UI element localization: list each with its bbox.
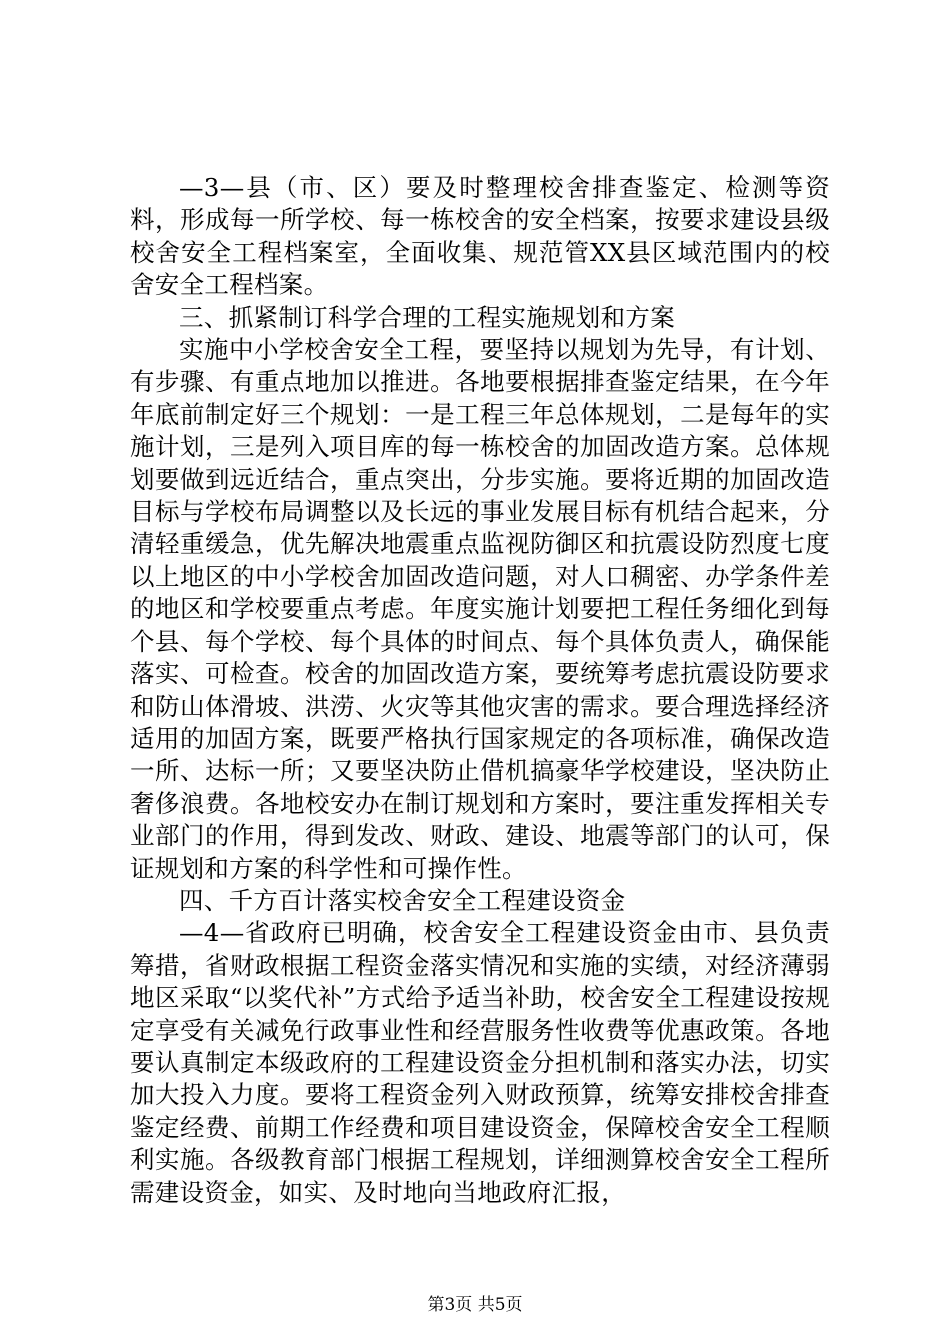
paragraph-planning: 实施中小学校舍安全工程，要坚持以规划为先导，有计划、有步骤、有重点地加以推进。各地要根据排查鉴定结果，在今年年底前制定好三个规划：一是工程三年总体规划，二是每年的实施计划，三是列入项目库的每一栋校舍的加固改造方案。总体规划要做到远近结合，重点突出，分步实施。要将近期的加固改造目标与学校布局调整以及长远的事业发展目标有机结合起来，分清轻重缓急，优先解决地震重点监视防御区和抗震设防烈度七度以上地区的中小学校舍加固改造问题，对人口稠密、办学条件差的地区和学校要重点考虑。年度实施计划要把工程任务细化到每个县、每个学校、每个具体的时间点、每个具体负责人，确保能落实、可检查。校舍的加固改造方案，要统筹考虑抗震设防要求和防山体滑坡、洪涝、火灾等其他灾害的需求。要合理选择经济适用的加固方案，既要严格执行国家规定的各项标准，确保改造一所、达标一所；又要坚决防止借机搞豪华学校建设，坚决防止奢侈浪费。各地校安办在制订规划和方案时，要注重发挥相关专业部门的作用，得到发改、财政、建设、地震等部门的认可，保证规划和方案的科学性和可操作性。 <box>130 335 830 883</box>
section-heading-planning: 三、抓紧制订科学合理的工程实施规划和方案 <box>179 302 675 332</box>
section-heading-funding: 四、千方百计落实校舍安全工程建设资金 <box>179 885 626 915</box>
paragraph-funding: —4—省政府已明确，校舍安全工程建设资金由市、县负责筹措，省财政根据工程资金落实情况和实施的实绩，对经济薄弱地区采取“以奖代补”方式给予适当补助，校舍安全工程建设按规定享受有关减免行政事业性和经营服务性收费等优惠政策。各地要认真制定本级政府的工程建设资金分担机制和落实办法，切实加大投入力度。要将工程资金列入财政预算，统筹安排校舍排查鉴定经费、前期工作经费和项目建设资金，保障校舍安全工程顺利实施。各级教育部门根据工程规划，详细测算校舍安全工程所需建设资金，如实、及时地向当地政府汇报， <box>130 918 830 1207</box>
document-body <box>130 172 830 1209</box>
page-footer: 第3页 共5页 <box>427 1295 523 1315</box>
paragraph-archive: —3—县（市、区）要及时整理校舍排查鉴定、检测等资料，形成每一所学校、每一栋校舍的安全档案，按要求建设县级校舍安全工程档案室，全面收集、规范管XX县区域范围内的校舍安全工程档案。 <box>130 173 830 300</box>
